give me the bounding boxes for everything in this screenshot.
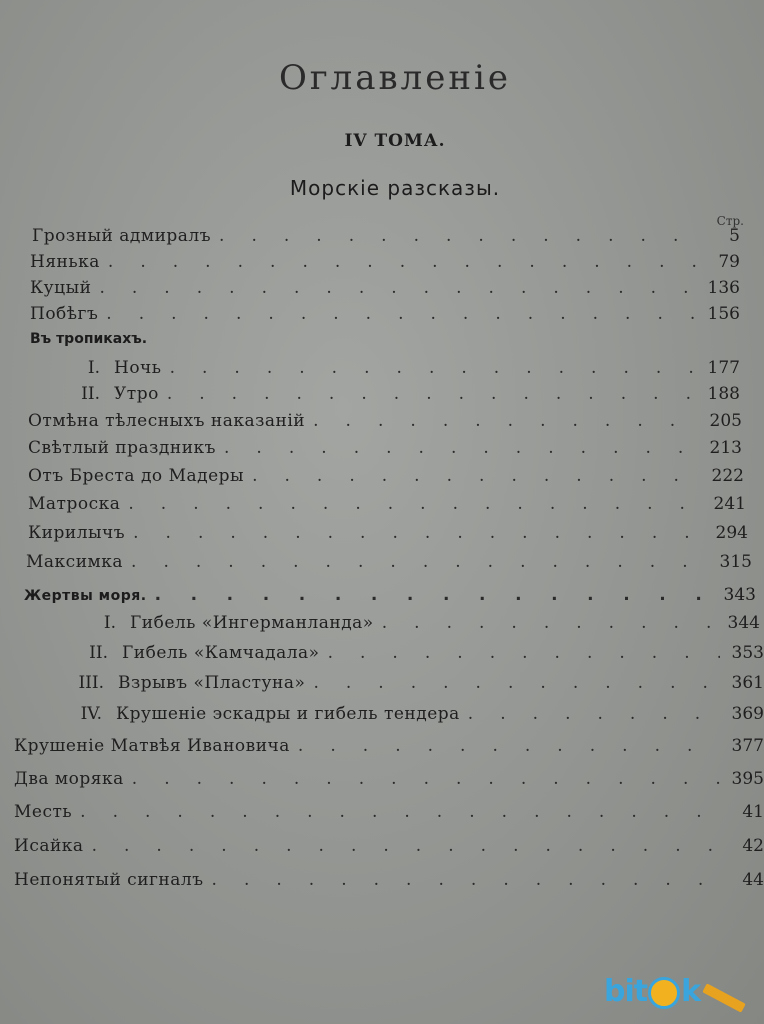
entry-page: 222: [711, 466, 744, 486]
volume-subtitle: IV ТОМА.: [344, 131, 446, 151]
watermark-logo: [604, 974, 746, 1009]
leader-dots: [313, 411, 698, 431]
toc-entry: [14, 802, 764, 822]
toc-subentry: [70, 358, 740, 378]
leader-dots: [167, 384, 696, 404]
group-heading: [24, 585, 756, 605]
entry-page: 361: [731, 673, 764, 693]
coin-icon: [648, 977, 680, 1009]
entry-label: Месть: [14, 802, 73, 822]
auction-hammer-icon: [702, 983, 746, 1012]
toc-entry: [32, 226, 740, 246]
leader-dots: [99, 278, 696, 298]
entry-label: Отмѣна тѣлесныхъ наказаній: [28, 411, 306, 431]
toc-entry: [26, 552, 752, 572]
leader-dots: [108, 252, 696, 272]
toc-subentry: [70, 384, 740, 404]
entry-page: 369: [731, 704, 764, 724]
toc-entry: [30, 304, 740, 324]
entry-label: Взрывъ «Пластуна»: [118, 673, 306, 693]
leader-dots: [328, 643, 720, 663]
entry-number: I.: [103, 613, 116, 633]
toc-subentry: [78, 643, 764, 663]
entry-page: 241: [713, 494, 746, 514]
entry-page: 315: [719, 552, 752, 572]
entry-label: Максимка: [26, 552, 124, 572]
leader-dots: [155, 585, 712, 605]
toc-entry: [30, 278, 740, 298]
leader-dots: [468, 704, 720, 724]
entry-page: 5: [729, 226, 740, 246]
leader-dots: [298, 736, 720, 756]
heading-label: Жертвы моря.: [24, 588, 147, 604]
entry-page: 41: [742, 802, 764, 822]
entry-label: Свѣтлый праздникъ: [28, 438, 216, 458]
leader-dots: [132, 769, 720, 789]
entry-page: 213: [709, 438, 742, 458]
page-column-label: Стр.: [716, 214, 744, 228]
toc-entry: [28, 523, 748, 543]
entry-page: 177: [707, 358, 740, 378]
entry-page: 136: [707, 278, 740, 298]
entry-number: III.: [78, 673, 104, 693]
entry-page: 79: [718, 252, 740, 272]
group-heading: [30, 331, 147, 347]
leader-dots: [219, 226, 696, 246]
entry-number: I.: [87, 358, 100, 378]
entry-label: Куцый: [30, 278, 92, 298]
leader-dots: [92, 836, 720, 856]
entry-page: 294: [715, 523, 748, 543]
leader-dots: [80, 802, 720, 822]
entry-number: II.: [81, 384, 100, 404]
entry-label: Исайка: [14, 836, 84, 856]
toc-entry: [30, 252, 740, 272]
leader-dots: [170, 358, 696, 378]
entry-label: Два моряка: [14, 769, 124, 789]
leader-dots: [106, 304, 696, 324]
logo-text-left: bit: [604, 974, 648, 1009]
page-title: Оглавленіе: [278, 58, 512, 98]
entry-page: 44: [742, 870, 764, 890]
leader-dots: [382, 613, 716, 633]
toc-subentry: [72, 704, 764, 724]
entry-page: 188: [707, 384, 740, 404]
leader-dots: [212, 870, 720, 890]
toc-entry: [14, 769, 764, 789]
leader-dots: [224, 438, 698, 458]
entry-label: Гибель «Ингерманланда»: [130, 613, 374, 633]
heading-page: 343: [723, 585, 756, 605]
entry-label: Матроска: [28, 494, 121, 514]
entry-page: 205: [709, 411, 742, 431]
heading-label: Въ тропикахъ.: [30, 331, 148, 347]
toc-entry: [28, 411, 742, 431]
section-title: Морскіе разсказы.: [289, 176, 501, 200]
entry-page: 353: [731, 643, 764, 663]
entry-label: Нянька: [30, 252, 100, 272]
entry-label: Крушеніе Матвѣя Ивановича: [14, 736, 290, 756]
entry-label: Отъ Бреста до Мадеры: [28, 466, 245, 486]
entry-label: Побѣгъ: [30, 304, 99, 324]
toc-entry: [14, 870, 764, 890]
leader-dots: [313, 673, 720, 693]
toc-entry: [14, 836, 764, 856]
entry-label: Грозный адмиралъ: [32, 226, 212, 246]
entry-label: Гибель «Камчадала»: [122, 643, 320, 663]
entry-label: Кирилычъ: [28, 523, 126, 543]
toc-entry: [14, 736, 764, 756]
logo-text-right: k: [681, 974, 701, 1009]
toc-entry: [28, 466, 744, 486]
entry-page: 42: [742, 836, 764, 856]
entry-page: 395: [731, 769, 764, 789]
entry-number: II.: [89, 643, 108, 663]
entry-label: Утро: [114, 384, 159, 404]
toc-entry: [28, 494, 746, 514]
toc-subentry: [86, 613, 760, 633]
entry-page: 377: [731, 736, 764, 756]
leader-dots: [131, 552, 708, 572]
leader-dots: [252, 466, 700, 486]
entry-number: IV.: [80, 704, 102, 724]
entry-label: Крушеніе эскадры и гибель тендера: [116, 704, 460, 724]
entry-page: 156: [707, 304, 740, 324]
entry-label: Непонятый сигналъ: [14, 870, 204, 890]
entry-label: Ночь: [114, 358, 162, 378]
leader-dots: [133, 523, 704, 543]
leader-dots: [128, 494, 702, 514]
toc-entry: [28, 438, 742, 458]
entry-page: 344: [727, 613, 760, 633]
toc-subentry: [74, 673, 764, 693]
